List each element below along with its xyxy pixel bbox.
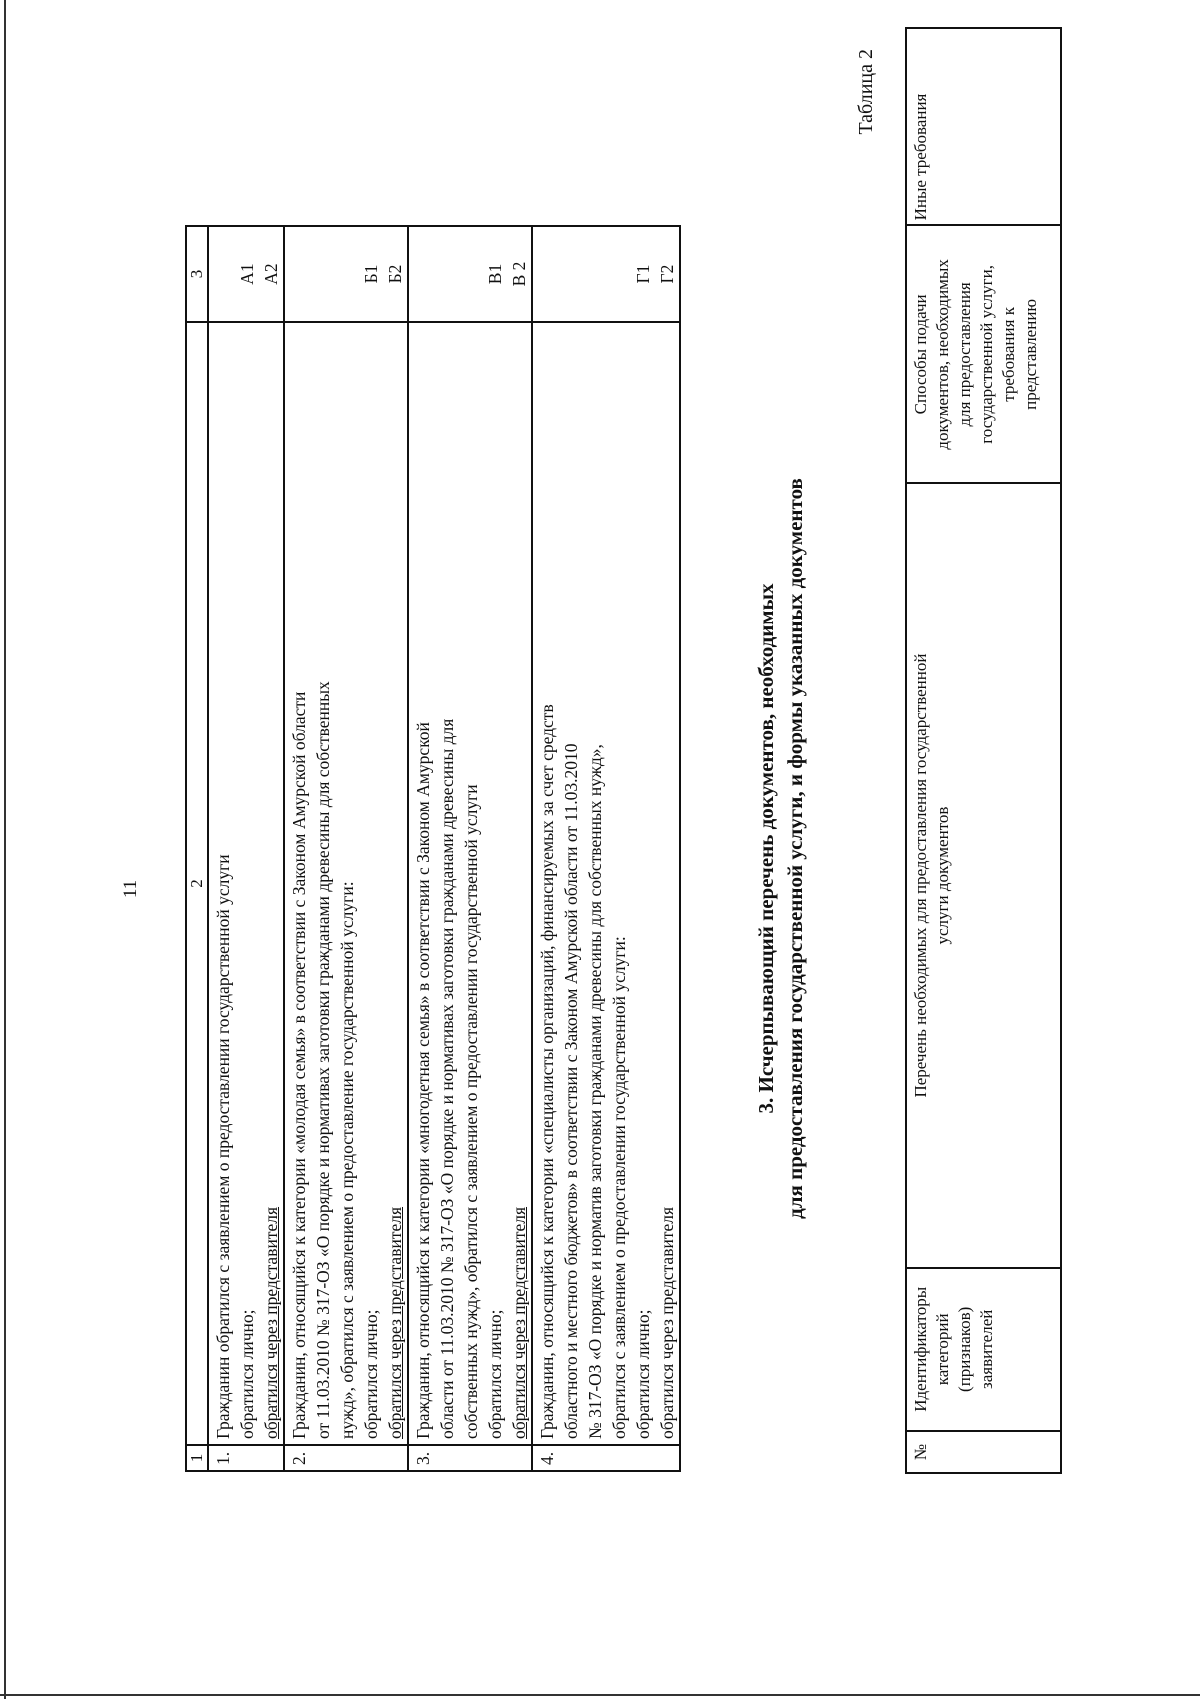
table-row [284,226,408,1471]
row-text-line: области от 11.03.2010 № 317-ОЗ «О порядке и нормативах заготовки гражданами древесины для [437,718,457,1439]
row-number: 3. [408,1445,532,1471]
section-title [752,225,810,1472]
table-caption: Таблица 2 [855,49,877,135]
row-text-line: Гражданин, относящийся к категории «специалисты организаций, финансируемых за счет средств [537,704,557,1439]
category-code: А2 [261,263,281,285]
column-header-other-requirements: Иные требования [906,28,1061,225]
table-row [532,226,680,1471]
section-title-line: 3. Исчерпывающий перечень документов, необходимых [754,583,778,1114]
row-description [532,322,680,1445]
header-cell-2: 2 [186,322,208,1445]
row-text-line: Гражданин, относящийся к категории «молодая семья» в соответствии с Законом Амурской области [289,691,309,1439]
category-code: Г1 [633,264,653,284]
row-description [284,322,408,1445]
row-text-line: обратился лично; [633,1309,653,1439]
row-text-line: обратился лично; [361,1309,381,1439]
table-header-row [906,28,1061,1473]
category-code: Г2 [657,264,677,284]
row-number: 2. [284,1445,408,1471]
table-header-row [186,226,208,1471]
page-number: 11 [120,879,141,899]
row-text-line: собственных нужд», обратился с заявлением о предоставлении государственной услуги [461,784,481,1439]
row-text-line: областного и местного бюджетов» в соответствии с Законом Амурской области от 11.03.2010 [561,743,581,1439]
column-header-number: № [906,1431,1061,1473]
row-text-line: обратился через представителя [385,1206,405,1439]
header-cell-1: 1 [186,1445,208,1471]
column-header-submission-methods: Способы подачи документов, необходимых для предоставления государственной услуги, требования к представлению [906,225,1061,483]
category-code: В1 [485,263,505,285]
row-codes [208,226,284,322]
row-number: 4. [532,1445,680,1471]
row-text-line: обратился через представителя [657,1206,677,1439]
row-text-line: обратился через представителя [509,1206,529,1439]
row-text-line: обратился лично; [237,1309,257,1439]
row-text-line: нужд», обратился с заявлением о предоставление государственной услуги: [337,881,357,1439]
category-code: Б1 [361,264,381,284]
row-text-line: обратился лично; [485,1309,505,1439]
row-text-line: Гражданин, относящийся к категории «многодетная семья» в соответствии с Законом Амурской [413,722,433,1439]
row-text-line: № 317-ОЗ «О порядке и норматив заготовки гражданами древесины для собственных нужд», [585,744,605,1439]
category-code: А1 [237,263,257,285]
row-codes [408,226,532,322]
row-number: 1. [208,1445,284,1471]
table-row [208,226,284,1471]
row-text-line: Гражданин обратился с заявлением о предоставлении государственной услуги [213,854,233,1439]
documents-table [905,27,1062,1474]
row-description [208,322,284,1445]
column-header-documents-list: Перечень необходимых для предоставления государственной услуги документов [906,483,1061,1267]
table-row [408,226,532,1471]
column-header-identifiers: Идентификаторы категорий (признаков) заявителей [906,1268,1061,1431]
row-codes [532,226,680,322]
row-text-line: обратился через представителя [261,1206,281,1439]
header-cell-3: 3 [186,226,208,322]
row-description [408,322,532,1445]
row-text-line: от 11.03.2010 № 317-ОЗ «О порядке и нормативах заготовки гражданами древесины для собственных [313,681,333,1439]
section-title-line: для предоставления государственной услуги, и формы указанных документов [783,478,807,1219]
row-codes [284,226,408,322]
category-code: Б2 [385,264,405,284]
category-code: В 2 [509,261,529,287]
applicant-categories-table [185,225,681,1472]
row-text-line: обратился с заявлением о предоставлении государственной услуги: [609,936,629,1439]
